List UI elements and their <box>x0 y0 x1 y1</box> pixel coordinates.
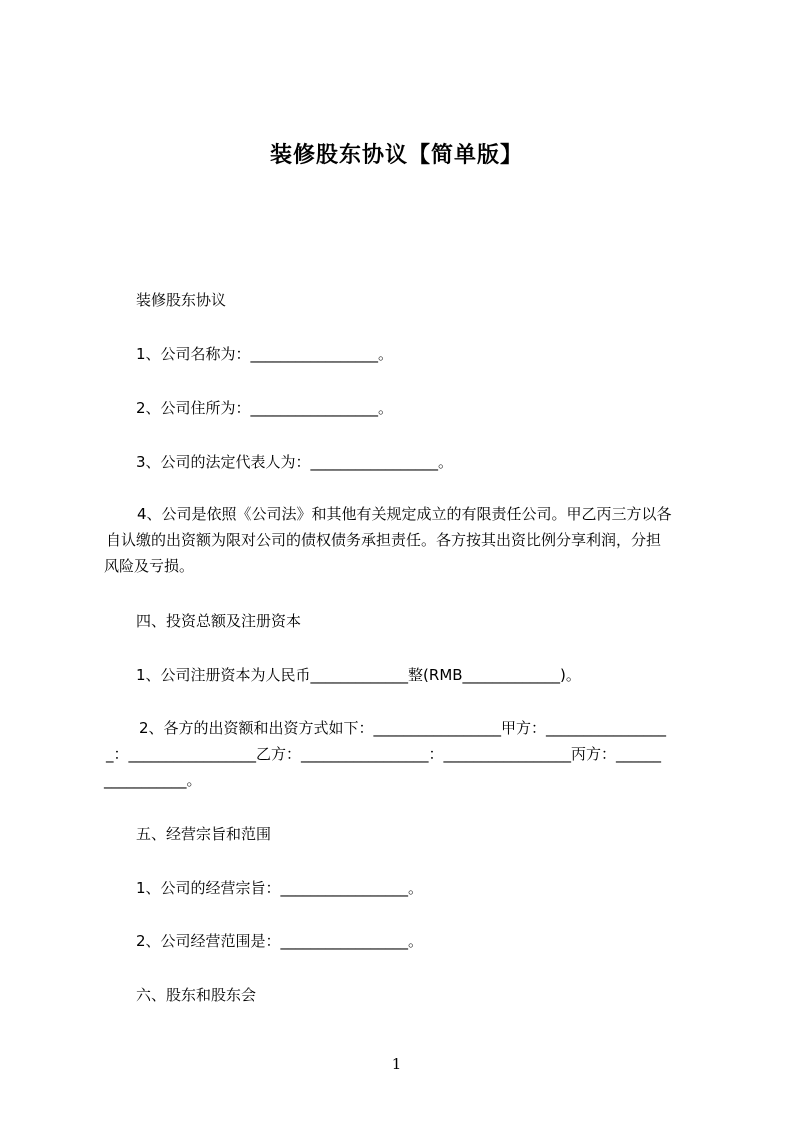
section-heading-business-scope: 五、经营宗旨和范围 <box>136 825 272 843</box>
clause-company-nature <box>106 505 726 575</box>
clause-contribution-methods-line-2: _：_________________乙方：_________________：_________________丙方：______ <box>106 745 662 763</box>
page-number: 1 <box>391 1055 402 1073</box>
clause-contribution-methods-line-3: ___________。 <box>104 771 202 789</box>
document-title: 装修股东协议【简单版】 <box>269 143 523 168</box>
section-heading-investment: 四、投资总额及注册资本 <box>136 612 302 630</box>
section-heading-shareholders: 六、股东和股东会 <box>136 986 257 1004</box>
clause-business-purpose: 1、公司的经营宗旨：_________________。 <box>136 879 424 897</box>
clause-company-name: 1、公司名称为：_________________。 <box>136 345 394 363</box>
clause-company-nature-line-2: 自认缴的出资额为限对公司的债权债务承担责任。各方按其出资比例分享利润，分担 <box>106 531 662 549</box>
clause-legal-representative: 3、公司的法定代表人为：_________________。 <box>136 453 454 471</box>
clause-business-range: 2、公司经营范围是：_________________。 <box>136 932 424 950</box>
section-heading-agreement: 装修股东协议 <box>136 291 227 309</box>
clause-contribution-methods <box>106 719 726 789</box>
clause-contribution-methods-line-1: 2、各方的出资额和出资方式如下：_________________甲方：________________ <box>139 719 667 737</box>
clause-company-nature-line-3: 风险及亏损。 <box>104 557 195 575</box>
clause-company-nature-line-1: 4、公司是依照《公司法》和其他有关规定成立的有限责任公司。甲乙丙三方以各 <box>137 505 672 523</box>
clause-registered-capital: 1、公司注册资本为人民币_____________整(RMB_____________)。 <box>136 666 581 684</box>
clause-company-address: 2、公司住所为：_________________。 <box>136 399 394 417</box>
